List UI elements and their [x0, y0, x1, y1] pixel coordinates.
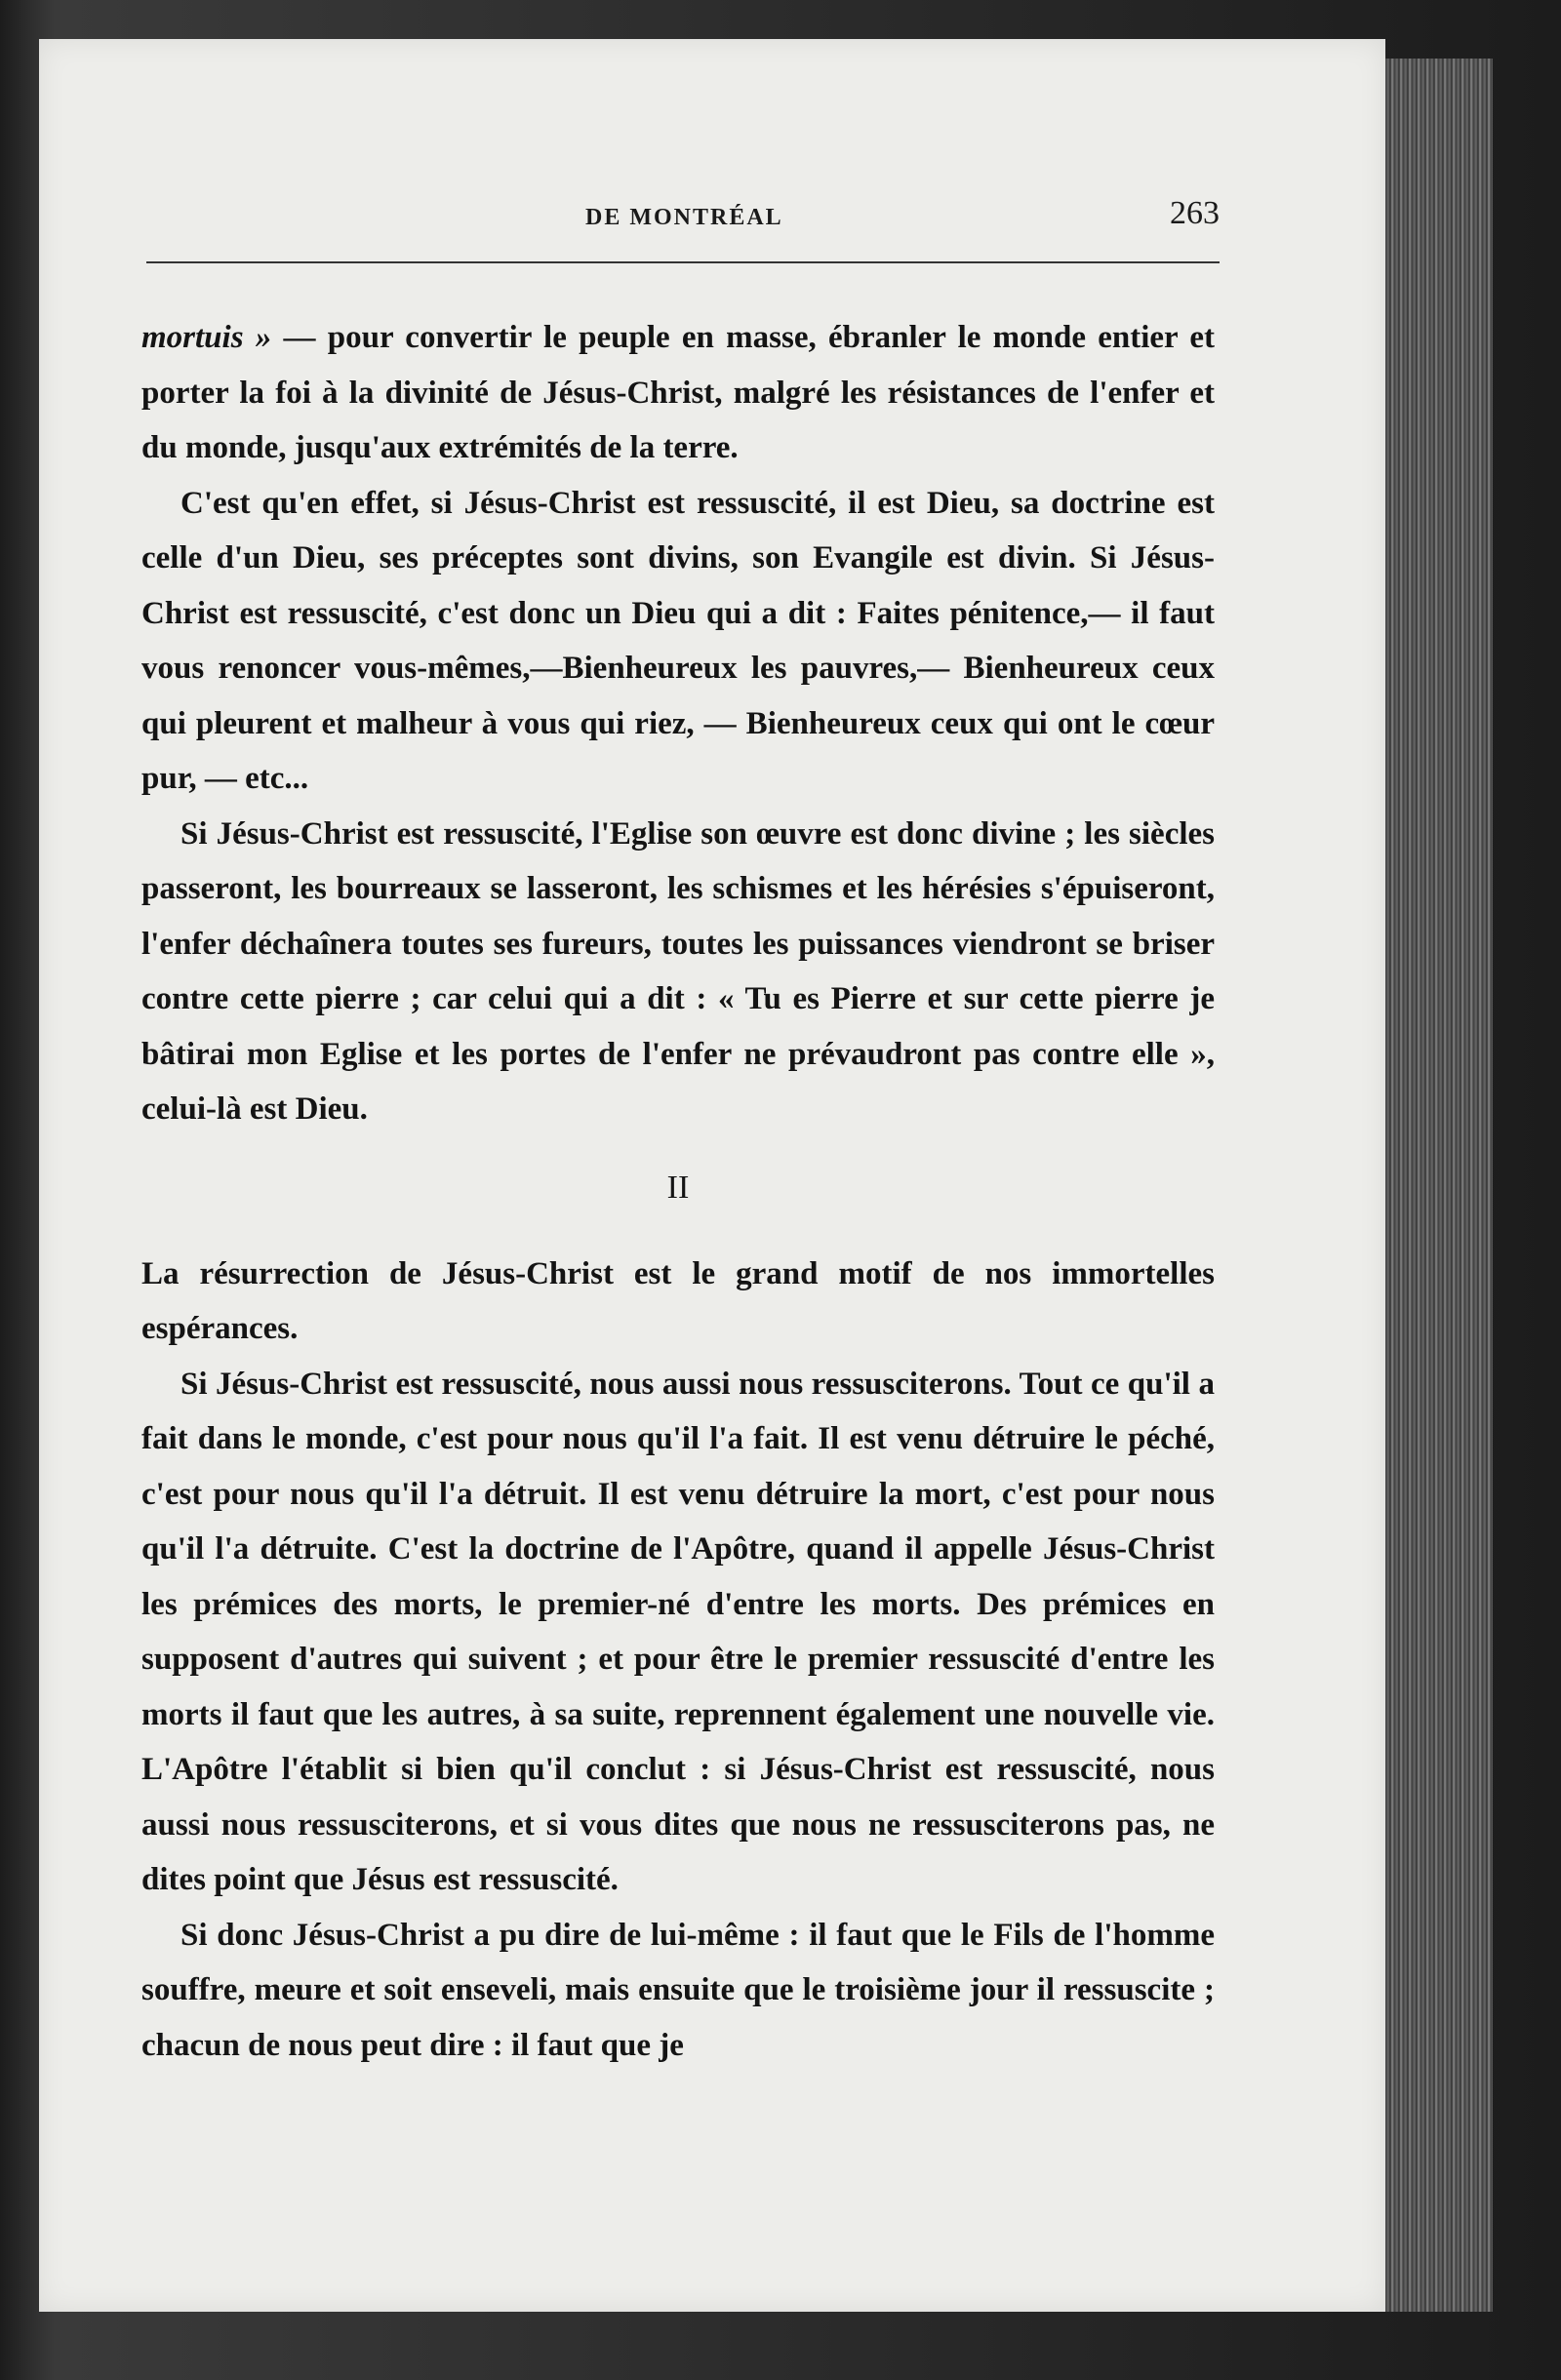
page-number: 263 [1170, 195, 1220, 231]
page-body [141, 310, 1215, 2073]
header-rule [146, 261, 1220, 263]
paragraph-4: La résurrection de Jésus-Christ est le grand motif de nos immortelles espérances. [141, 1255, 1215, 1346]
paragraph-2: C'est qu'en effet, si Jésus-Christ est ressuscité, il est Dieu, sa doctrine est celle d'un Dieu, ses préceptes sont divins, son Evangile est divin. Si Jésus-Christ est ressuscité, c'est donc un Dieu qui a dit : Faites pénitence,— il faut vous renoncer vous-mêmes,—Bienheureux les pauvres,— Bienheureux ceux qui pleurent et malheur à vous qui riez, — Bienheureux ceux qui ont le cœur pur, — etc... [141, 485, 1215, 796]
paragraph-1-text: — pour convertir le peuple en masse, ébranler le monde entier et porter la foi à la divinité de Jésus-Christ, malgré les résistances de l'enfer et du monde, jusqu'aux extrémités de la terre. [141, 320, 1215, 465]
running-title: DE MONTRÉAL [585, 205, 783, 230]
paragraph-1 [141, 310, 1215, 476]
section-heading: II [666, 1169, 690, 1206]
paragraph-1-lead: mortuis » [141, 320, 272, 355]
paragraph-5: Si Jésus-Christ est ressuscité, nous aussi nous ressusciterons. Tout ce qu'il a fait dans le monde, c'est pour nous qu'il l'a fait. Il est venu détruire le péché, c'est pour nous qu'il l'a détruit. Il est venu détruire la mort, c'est pour nous qu'il l'a détruite. C'est la doctrine de l'Apôtre, quand il appelle Jésus-Christ les prémices des morts, le premier-né d'entre les morts. Des prémices en supposent d'autres qui suivent ; et pour être le premier ressuscité d'entre les morts il faut que les autres, à sa suite, reprennent également une nouvelle vie. L'Apôtre l'établit si bien qu'il conclut : si Jésus-Christ est ressuscité, nous aussi nous ressusciterons, et si vous dites que nous ne ressusciterons pas, ne dites point que Jésus est ressuscité. [141, 1366, 1215, 1897]
book-page-edges [1385, 59, 1493, 2312]
page-header [146, 195, 1220, 254]
paragraph-6: Si donc Jésus-Christ a pu dire de lui-même : il faut que le Fils de l'homme souffre, meure et soit enseveli, mais ensuite que le troisième jour il ressuscite ; chacun de nous peut dire : il faut que je [141, 1917, 1215, 2063]
paragraph-3: Si Jésus-Christ est ressuscité, l'Eglise son œuvre est donc divine ; les siècles passeront, les bourreaux se lasseront, les schismes et les hérésies s'épuiseront, l'enfer déchaînera toutes ses fureurs, toutes les puissances viendront se briser contre cette pierre ; car celui qui a dit : « Tu es Pierre et sur cette pierre je bâtirai mon Eglise et les portes de l'enfer ne prévaudront pas contre elle », celui-là est Dieu. [141, 815, 1215, 1127]
